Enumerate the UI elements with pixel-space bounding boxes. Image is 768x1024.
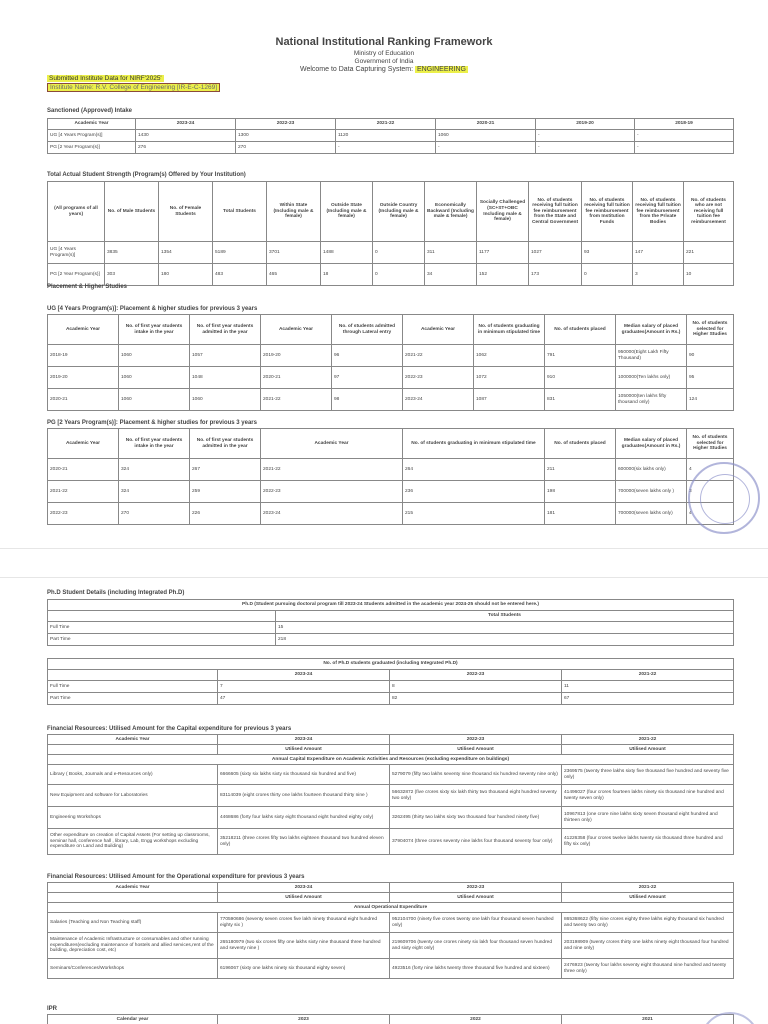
table-cell: - (536, 130, 635, 142)
table-row (48, 807, 734, 829)
table-cell: 236 (403, 481, 545, 503)
utilised-amount-header: Utilised Amount (562, 893, 734, 903)
table-row (48, 959, 734, 979)
intake-header-cell: 2019-20 (536, 119, 635, 130)
placement-header-cell: No. of students graduating in minimum stipulated time (474, 315, 545, 345)
table-row (48, 367, 734, 389)
table-cell: 93 (582, 242, 633, 264)
year-header: 2023-24 (218, 670, 390, 681)
page-title: National Institutional Ranking Framework (275, 36, 493, 48)
placement-header-cell: Academic Year (403, 315, 474, 345)
table-row (48, 503, 734, 525)
table-cell: 1000000(Ten lakhs only) (616, 367, 687, 389)
capital-table (47, 734, 734, 855)
strength-header-row (48, 182, 734, 242)
table-row (48, 785, 734, 807)
table-cell: 67 (562, 693, 734, 705)
table-cell: 2021-22 (403, 345, 474, 367)
table-cell: 2020-21 (48, 459, 119, 481)
table-cell: 264 (403, 459, 545, 481)
table-cell: 1060 (119, 367, 190, 389)
table-cell: 2022-23 (403, 367, 474, 389)
calendar-year-header: Calendar year (48, 1015, 218, 1024)
table-cell: 2022-23 (261, 481, 403, 503)
table-row (48, 670, 734, 681)
table-cell: 2019-20 (48, 367, 119, 389)
table-cell: Other expenditure on creation of Capital Assets (For setting up classrooms, seminar hall, conference hall , library, Lab, Engg workshops excluding expenditure on Land and Building) (48, 829, 218, 855)
table-cell (48, 893, 218, 903)
table-row (48, 345, 734, 367)
intake-title: Sanctioned (Approved) Intake (47, 108, 133, 114)
table-cell: 1072 (474, 367, 545, 389)
table-row (48, 130, 734, 142)
year-header: 2022 (390, 1015, 562, 1024)
table-cell: Part Time (48, 693, 218, 705)
table-row (48, 634, 734, 646)
table-cell: 311 (425, 242, 477, 264)
table-cell: 267 (190, 459, 261, 481)
table-cell: 1060 (119, 389, 190, 411)
intake-header-cell: 2021-22 (336, 119, 436, 130)
table-cell: 10967813 (one crore nine lakhs sixty seven thousand eight hundred and thirteen only) (562, 807, 734, 829)
table-cell: 791 (545, 345, 616, 367)
table-cell: 82 (390, 693, 562, 705)
table-cell: 95 (687, 367, 734, 389)
table-cell: 34 (425, 264, 477, 286)
intake-header-cell: Academic Year (48, 119, 136, 130)
table-cell: 1057 (190, 345, 261, 367)
table-cell: 10 (684, 264, 734, 286)
table-row (48, 459, 734, 481)
table-cell: 97 (332, 367, 403, 389)
strength-header-cell: Within State (Including male & female) (267, 182, 321, 242)
table-cell: 465 (267, 264, 321, 286)
table-cell: 1060 (119, 345, 190, 367)
table-row (48, 659, 734, 670)
table-cell: 3 (687, 481, 734, 503)
table-cell: UG [4 Years Program(s)] (48, 130, 136, 142)
intake-header-cell: 2022-23 (236, 119, 336, 130)
table-cell: 181 (545, 503, 616, 525)
table-cell: Part Time (48, 634, 276, 646)
table-cell: 221 (684, 242, 734, 264)
table-cell: 4468686 (forty four lakhs sixty eight thousand eight hundred eighty only) (218, 807, 390, 829)
table-cell: 1027 (529, 242, 582, 264)
submitted-highlight: Submitted Institute Data for NIRF'2025' (49, 75, 162, 82)
placement-pg-header-row (48, 429, 734, 459)
table-cell: 3701 (267, 242, 321, 264)
placement-ug-header-row (48, 315, 734, 345)
table-row (48, 600, 734, 611)
table-row (48, 765, 734, 785)
strength-header-cell: Socially Challenged (SC+ST+OBC Including male & female) (477, 182, 529, 242)
table-cell: 483 (213, 264, 267, 286)
phd-graduated-header: No. of Ph.D students graduated (including Integrated Ph.D) (48, 659, 734, 670)
placement-header-cell: Academic Year (261, 429, 403, 459)
placement-header-cell: No. of first year students intake in the year (119, 315, 190, 345)
table-cell: 2023-24 (403, 389, 474, 411)
year-header: 2021-22 (562, 670, 734, 681)
strength-header-cell: No. of Male Students (105, 182, 159, 242)
table-cell: PG [2 Year Program(s)] (48, 264, 105, 286)
table-row (48, 893, 734, 903)
table-cell: - (436, 142, 536, 154)
strength-header-cell: Economically Backward (Including male & female) (425, 182, 477, 242)
table-cell: 152 (477, 264, 529, 286)
table-cell: 35218211 (three crores fifty two lakhs eighteen thousand two hundred eleven only) (218, 829, 390, 855)
phd-total-students-header: Total Students (276, 611, 734, 622)
institute-line (47, 84, 220, 91)
utilised-amount-header: Utilised Amount (390, 893, 562, 903)
placement-header-cell: No. of first year students admitted in the year (190, 429, 261, 459)
table-row (48, 1015, 734, 1024)
table-row (48, 611, 734, 622)
table-cell: 0 (582, 264, 633, 286)
intake-header-row (48, 119, 734, 130)
phd-title: Ph.D Student Details (including Integrated Ph.D) (47, 590, 185, 596)
table-cell: 6196067 (sixty one lakhs ninety six thousand eighty seven) (218, 959, 390, 979)
ipr-table (47, 1014, 734, 1024)
table-cell: 124 (687, 389, 734, 411)
table-cell: 950000(Eight Lakh Fifty Thousand) (616, 345, 687, 367)
table-cell: Seminars/Conferences/Workshops (48, 959, 218, 979)
table-cell: 276 (136, 142, 236, 154)
intake-header-cell: 2020-21 (436, 119, 536, 130)
table-cell: 173 (529, 264, 582, 286)
table-row (48, 883, 734, 893)
table-row (48, 242, 734, 264)
table-cell: 2020-21 (261, 367, 332, 389)
table-cell: 2019-20 (261, 345, 332, 367)
table-cell: 265180979 (two six crores fifty one lakhs sixty nine thousand three hundred and seventy nine ) (218, 933, 390, 959)
year-header: 2022-23 (390, 883, 562, 893)
table-cell: - (635, 130, 734, 142)
table-cell: Library ( Books, Journals and e-Resources only) (48, 765, 218, 785)
table-cell: 18 (321, 264, 373, 286)
table-cell: 219609706 (twenty one crores ninety six lakh four thousand seven hundred and sixty eight only) (390, 933, 562, 959)
table-cell: 1060 (190, 389, 261, 411)
year-header: 2023 (218, 1015, 390, 1024)
table-cell: 6666605 (sixty six lakhs sixty six thousand six hundred and five) (218, 765, 390, 785)
intake-header-cell: 2023-24 (136, 119, 236, 130)
table-cell: 700000(seven lakhs only) (616, 503, 687, 525)
placement-header-cell: Median salary of placed graduates(Amount in Rs.) (616, 315, 687, 345)
table-cell: 37904074 (three crores seventy nine lakhs four thousand seventy four only) (390, 829, 562, 855)
placement-title: Placement & Higher Studies (47, 284, 128, 290)
table-cell (48, 611, 276, 622)
strength-header-cell: Outside Country (Including male & female) (373, 182, 425, 242)
placement-pg-table (47, 428, 734, 525)
table-cell: 2021-22 (261, 459, 403, 481)
table-cell: Engineering Workshops (48, 807, 218, 829)
placement-ug-title: UG [4 Years Program(s)]: Placement & higher studies for previous 3 years (47, 306, 258, 312)
placement-header-cell: No. of first year students intake in the year (119, 429, 190, 459)
table-row (48, 913, 734, 933)
table-cell: PG [2 Year Program(s)] (48, 142, 136, 154)
table-cell: 4 (687, 503, 734, 525)
strength-header-cell: No. of students receiving full tuition fee reimbursement from the Private Bodies (633, 182, 684, 242)
table-cell: Maintenance of Academic Infrastructure or consumables and other running expenditures(excluding maintenance of hostels and allied services,rent of the building, depreciation cost, etc) (48, 933, 218, 959)
placement-header-cell: No. of students selected for Higher Studies (687, 315, 734, 345)
table-row (48, 903, 734, 913)
table-cell: 218 (276, 634, 734, 646)
table-cell: 1048 (190, 367, 261, 389)
page-two (0, 578, 768, 1024)
table-cell: 1300 (236, 130, 336, 142)
placement-header-cell: No. of students selected for Higher Studies (687, 429, 734, 459)
table-cell: 1087 (474, 389, 545, 411)
college-seal-stamp (688, 462, 760, 534)
table-cell: 2022-23 (48, 503, 119, 525)
table-cell: 215 (403, 503, 545, 525)
table-cell: 3 (633, 264, 684, 286)
operational-title: Financial Resources: Utilised Amount for the Operational expenditure for previous 3 years (47, 874, 305, 880)
table-cell: 15 (276, 622, 734, 634)
strength-title: Total Actual Student Strength (Program(s) Offered by Your Institution) (47, 172, 246, 178)
table-cell: 1354 (159, 242, 213, 264)
page-break (0, 548, 768, 578)
table-row (48, 693, 734, 705)
table-cell: 2021-22 (48, 481, 119, 503)
table-cell: 2021-22 (261, 389, 332, 411)
table-cell: 41226358 (four crores twelve lakhs twenty six thousand three hundred and fifty six only) (562, 829, 734, 855)
table-cell: New Equipment and software for Laboratories (48, 785, 218, 807)
phd-pursuing-header: Ph.D (Student pursuing doctoral program till 2023-24 Students admitted in the academic year 2024-25 should not be entered here.) (48, 600, 734, 611)
table-cell: 865368622 (fifty nine crores eighty three lakhs eighty thousand six hundred and twenty two only) (562, 913, 734, 933)
table-cell: 4923516 (forty nine lakhs twenty three thousand five hundred and sixteen) (390, 959, 562, 979)
government-line: Government of India (354, 58, 414, 65)
table-row (48, 622, 734, 634)
table-cell (48, 745, 218, 755)
strength-header-cell: No. of students receiving full tuition fee reimbursement from Institution Funds (582, 182, 633, 242)
table-cell: Full Time (48, 681, 218, 693)
submitted-line (47, 75, 164, 82)
table-cell: 2476923 (twenty four lakhs seventy eight thousand nine hundred and twenty three only) (562, 959, 734, 979)
table-cell: 324 (119, 459, 190, 481)
table-row (48, 735, 734, 745)
table-row (48, 933, 734, 959)
table-cell: 5279079 (fifty two lakhs seventy nine thousand six hundred seventy nine only) (390, 765, 562, 785)
placement-header-cell: No. of students graduating in minimum stipulated time (403, 429, 545, 459)
table-cell: 0 (373, 264, 425, 286)
table-cell: 2018-19 (48, 345, 119, 367)
table-cell: 4 (687, 459, 734, 481)
placement-header-cell: Median salary of placed graduates(Amount in Rs.) (616, 429, 687, 459)
table-cell: 259 (190, 481, 261, 503)
intake-table (47, 118, 734, 154)
table-cell: 270 (236, 142, 336, 154)
discipline-highlight: ENGINEERING (417, 66, 467, 73)
table-row (48, 681, 734, 693)
phd-pursuing-table (47, 599, 734, 646)
table-cell: 2020-21 (48, 389, 119, 411)
placement-header-cell: No. of students placed (545, 315, 616, 345)
ministry-line: Ministry of Education (353, 50, 415, 57)
table-cell: 98 (332, 389, 403, 411)
table-cell: 56632872 (five crores sixty six lakh thirty two thousand eight hundred seventy two only) (390, 785, 562, 807)
table-row (48, 755, 734, 765)
table-cell: 90 (687, 345, 734, 367)
academic-year-header: Academic Year (48, 883, 218, 893)
utilised-amount-header: Utilised Amount (218, 745, 390, 755)
strength-header-cell: Total Students (213, 182, 267, 242)
welcome-line (0, 66, 768, 73)
table-cell: 1177 (477, 242, 529, 264)
table-cell: - (336, 142, 436, 154)
institute-name-highlight: Institute Name: R.V. College of Engineering [IR-E-C-1269] (47, 83, 220, 92)
strength-header-cell: No. of Female Students (159, 182, 213, 242)
table-cell: 1488 (321, 242, 373, 264)
year-header: 2022-23 (390, 670, 562, 681)
table-cell: 7 (218, 681, 390, 693)
year-header: 2021 (562, 1015, 734, 1024)
table-cell: 3835 (105, 242, 159, 264)
utilised-amount-header: Utilised Amount (218, 893, 390, 903)
year-header: 2021-22 (562, 735, 734, 745)
table-cell: 2369575 (twenty three lakhs sixty five thousand five hundred and seventy five only) (562, 765, 734, 785)
ipr-title: IPR (47, 1006, 58, 1012)
table-cell: 303 (105, 264, 159, 286)
table-cell: 203198909 (twenty crores thirty one lakhs ninety eight thousand four hundred and nine only) (562, 933, 734, 959)
academic-year-header: Academic Year (48, 735, 218, 745)
table-cell: 910 (545, 367, 616, 389)
placement-header-cell: Academic Year (261, 315, 332, 345)
placement-ug-table (47, 314, 734, 411)
table-cell: 96 (332, 345, 403, 367)
table-cell: 47 (218, 693, 390, 705)
placement-header-cell: No. of students placed (545, 429, 616, 459)
operational-table (47, 882, 734, 979)
table-row (48, 481, 734, 503)
capital-title: Financial Resources: Utilised Amount for the Capital expenditure for previous 3 years (47, 726, 292, 732)
table-cell: 5189 (213, 242, 267, 264)
table-row (48, 389, 734, 411)
table-cell: 1062 (474, 345, 545, 367)
strength-table (47, 181, 734, 286)
strength-header-cell: (All programs of all years) (48, 182, 105, 242)
placement-header-cell: Academic Year (48, 429, 119, 459)
utilised-amount-header: Utilised Amount (562, 745, 734, 755)
table-cell: 83114039 (eight crores thirty one lakhs fourteen thousand thirty nine ) (218, 785, 390, 807)
table-cell: 831 (545, 389, 616, 411)
placement-header-cell: No. of students admitted through Lateral entry (332, 315, 403, 345)
table-cell: 11 (562, 681, 734, 693)
table-cell: 952104700 (ninety five crores twenty one lakh four thousand seven hundred only) (390, 913, 562, 933)
table-cell: 1060 (436, 130, 536, 142)
table-cell: 1430 (136, 130, 236, 142)
table-cell: 600000(six lakhs only) (616, 459, 687, 481)
table-cell: 270 (119, 503, 190, 525)
table-cell: 198 (545, 481, 616, 503)
capital-subheader: Annual Capital Expenditure on Academic Activities and Resources (excluding expenditure on buildings) (48, 755, 734, 765)
operational-subheader: Annual Operational Expenditure (48, 903, 734, 913)
placement-header-cell: Academic Year (48, 315, 119, 345)
year-header: 2023-24 (218, 883, 390, 893)
placement-pg-title: PG [2 Years Program(s)]: Placement & higher studies for previous 3 years (47, 420, 257, 426)
intake-header-cell: 2018-19 (635, 119, 734, 130)
table-cell: Salaries (Teaching and Non Teaching staff) (48, 913, 218, 933)
table-cell: 1050000(ten lakhs fifty thousand only) (616, 389, 687, 411)
phd-graduated-table (47, 658, 734, 705)
table-cell: - (635, 142, 734, 154)
table-cell: 3262495 (thirty two lakhs sixty two thousand four hundred ninety five) (390, 807, 562, 829)
table-cell: 1120 (336, 130, 436, 142)
utilised-amount-header: Utilised Amount (390, 745, 562, 755)
table-row (48, 829, 734, 855)
table-cell: 0 (373, 242, 425, 264)
year-header: 2021-22 (562, 883, 734, 893)
table-row (48, 745, 734, 755)
table-cell: 8 (390, 681, 562, 693)
table-cell: 180 (159, 264, 213, 286)
table-cell (48, 670, 218, 681)
table-cell: 41496027 (four crores fourteen lakhs ninety six thousand nine hundred and twenty seven only) (562, 785, 734, 807)
strength-header-cell: No. of students receiving full tuition fee reimbursement from the State and Central Government (529, 182, 582, 242)
table-row (48, 142, 734, 154)
welcome-prefix: Welcome to Data Capturing System: (299, 66, 415, 73)
year-header: 2023-24 (218, 735, 390, 745)
strength-header-cell: No. of students who are not receiving full tuition fee reimbursement (684, 182, 734, 242)
table-cell: - (536, 142, 635, 154)
table-cell: 770590686 (seventy seven crores five lakh ninety thousand eight hundred eighty six ) (218, 913, 390, 933)
strength-header-cell: Outside State (Including male & female) (321, 182, 373, 242)
table-cell: 700000(seven lakhs only ) (616, 481, 687, 503)
table-row (48, 264, 734, 286)
table-cell: 2023-24 (261, 503, 403, 525)
table-cell: 211 (545, 459, 616, 481)
table-cell: UG [4 Years Program(s)] (48, 242, 105, 264)
table-cell: 324 (119, 481, 190, 503)
table-cell: 147 (633, 242, 684, 264)
table-cell: 226 (190, 503, 261, 525)
year-header: 2022-23 (390, 735, 562, 745)
placement-header-cell: No. of first year students admitted in the year (190, 315, 261, 345)
table-cell: Full Time (48, 622, 276, 634)
